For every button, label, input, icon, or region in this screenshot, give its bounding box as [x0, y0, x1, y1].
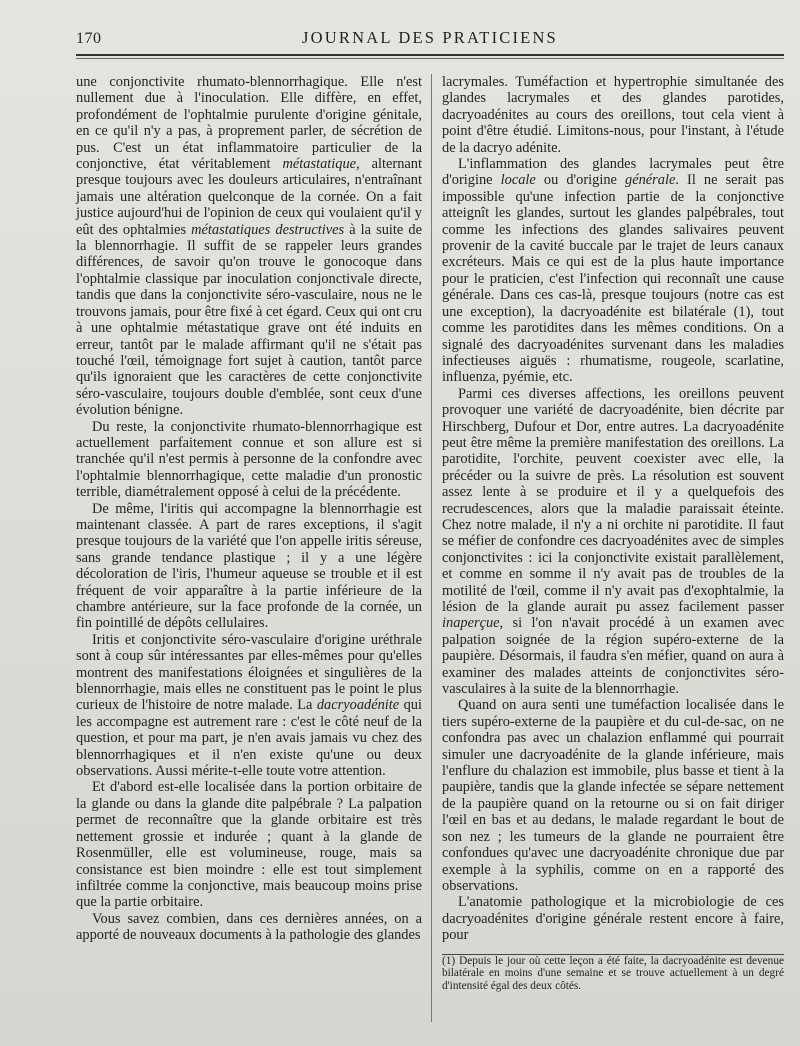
header-rule	[76, 54, 784, 56]
right-paragraph-5: L'anatomie pathologique et la microbiologie de ces dacryoadénites d'origine générale restent encore à faire, pour	[442, 894, 784, 944]
right-column	[442, 74, 784, 992]
header-rule-thin	[76, 58, 784, 59]
emphasis-metastatique: métastatique	[282, 156, 357, 173]
left-paragraph-3: De même, l'iritis qui accompagne la blennorrhagie est maintenant classée. A part de rares exceptions, il s'agit presque toujours de la variété que l'on appelle iritis séreuse, sans grande tendance plastique ; il y a une légère décoloration de l'iris, l'humeur aqueuse se trouble et il est fréquent de voir apparaître à la partie inférieure de la chambre antérieure, sur la face profonde de la cornée, un fin pointillé de dépôts cellulaires.	[76, 500, 422, 632]
right-paragraph-4: Quand on aura senti une tuméfaction localisée dans le tiers supéro-externe de la paupière et du cul-de-sac, on ne confondra pas avec un chalazion enflammé qui pourrait simuler une dacryoadénite de la glande inférieure, mais l'enflure du chalazion est immobile, plus basse et tient à la paupière, tandis que la glande infectée se sépare nettement de la paupière quand on la retourne ou si on fait diriger l'œil en bas et au dedans, le malade regardant le bout de son nez ; les tumeurs de la glande ne pourraient être confondues qu'avec une dacryoadénite chronique due par exemple à la syphilis, comme on en a rapporté des observations.	[442, 697, 784, 894]
right-paragraph-1: lacrymales. Tuméfaction et hypertrophie simultanée des glandes lacrymales et des glandes parotides, dacryoadénites au cours des oreillons, tout cela vient à point d'être étudié. Limitons-nous, pour l'instant, à l'étude de la dacryo adénite.	[442, 74, 784, 156]
running-title: JOURNAL DES PRATICIENS	[302, 28, 558, 47]
right-paragraph-2: L'inflammation des glandes lacrymales peut être d'origine locale ou d'origine générale. Il ne serait pas impossible qu'une infection partie de la conjonctive atteignît les glandes, surtout les glandes palpébrales, tout comme les infections des glandes salivaires peuvent provenir de la cavité buccale par le trajet de leurs canaux excréteurs. Mais ce qui est de la plus haute importance pour le praticien, c'est l'infection qui reconnaît une cause générale. Dans ces cas-là, presque toujours (notre cas est une exception), la dacryoadénite est bilatérale (1), tout comme les parotidites dans les mêmes conditions. On a signalé des dacryoadénites survenant dans les maladies infectieuses aiguës : rhumatisme, rougeole, scarlatine, influenza, pyémie, etc.	[442, 156, 784, 386]
emphasis-generale: générale	[625, 172, 676, 189]
footnote: (1) Depuis le jour où cette leçon a été faite, la dacryoadénite est devenue bilatérale en moins d'une semaine et se trouve actuellement à un degré d'intensité égal des deux côtés.	[442, 954, 784, 992]
left-paragraph-1: une conjonctivite rhumato-blennorrhagique. Elle n'est nullement due à l'inoculation. Elle diffère, en effet, profondément de l'ophtalmie purulente d'origine génitale, en ce qu'il n'y a pas, à proprement parler, de sécrétion de pus. C'est un état inflammatoire particulier de la conjonctive, état véritablement métastatique, alternant presque toujours avec les douleurs articulaires, n'entraînant jamais une altération quelconque de la cornée. On a fait justice aujourd'hui de l'opinion de ceux qui voulaient qu'il y eût des ophtalmies métastatiques destructives à la suite de la blennorrhagie. Il suffit de se rappeler leurs grandes différences, de savoir qu'on trouve le gonocoque dans l'ophtalmie classique par inoculation conjonctivale directe, tandis que dans la conjonctivite séro-vasculaire, nous ne le trouvons jamais, pour être fixé à cet égard. Ceux qui ont cru à une ophtalmie métastatique grave ont été induits en erreur, tantôt par le malade affirmant qu'il ne s'était pas touché l'œil, témoignage fort sujet à caution, tantôt parce qu'ils ignoraient que les caractères de cette conjonctivite séro-vasculaire, toujours double d'emblée, sont ceux d'une évolution bénigne.	[76, 74, 422, 419]
left-paragraph-6: Vous savez combien, dans ces dernières années, on a apporté de nouveaux documents à la pathologie des glandes	[76, 910, 422, 944]
left-column	[76, 74, 422, 944]
right-paragraph-3: Parmi ces diverses affections, les oreillons peuvent provoquer une variété de dacryoadénite, bien décrite par Hirschberg, Dufour et Dor, entre autres. La dacryoadénite peut être même la première manifestation des oreillons. La parotidite, l'orchite, peuvent coexister avec elle, la précéder ou la suivre de près. La résolution est souvent assez lente à se produire et il y a quelquefois des recrudescences, alors que la maladie paraissait éteinte. Chez notre malade, il n'y a ni orchite ni parotidite. Il faut se méfier de confondre ces dacryoadénites avec de simples conjonctivites : ici la conjonctivite existait parallèlement, et comme en somme il n'y avait pas de troubles de la motilité de l'œil, comme il n'y avait pas d'exophtalmie, la lésion de la glande aurait pu assez facilement passer inaperçue, si l'on n'avait procédé à un examen avec palpation soignée de la région supéro-externe de la paupière. Désormais, il faudra s'en méfier, quand on aura à examiner des malades atteints de conjonctivites séro-vasculaires à la suite de la blennorrhagie.	[442, 385, 784, 698]
left-paragraph-2: Du reste, la conjonctivite rhumato-blennorrhagique est actuellement parfaitement connue et son allure est si tranchée qu'il n'est permis à personne de la confondre avec l'ophtalmie blennorrhagique, cette maladie d'un pronostic terrible, diamétralement opposé à celui de la précédente.	[76, 418, 422, 501]
column-divider	[431, 74, 432, 1022]
emphasis-metastatiques-destructives: métastatiques destructives	[191, 221, 345, 238]
left-paragraph-5: Et d'abord est-elle localisée dans la portion orbitaire de la glande ou dans la glande dite palpébrale ? La palpation permet de reconnaître que la glande orbitaire est très nettement grossie et indurée ; quant à la glande de Rosenmüller, elle est volumineuse, rouge, mais sa consistance est bien moindre : elle est tout simplement infiltrée comme la conjonctive, mais beaucoup moins prise que la partie orbitaire.	[76, 779, 422, 911]
emphasis-locale: locale	[500, 172, 536, 189]
emphasis-inapercue: inaperçue	[442, 615, 500, 632]
emphasis-dacryoadenite: dacryoadénite	[316, 697, 400, 714]
page-header	[76, 26, 784, 48]
page-number: 170	[76, 30, 102, 47]
left-paragraph-4: Iritis et conjonctivite séro-vasculaire d'origine uréthrale sont à coup sûr intéressantes par elles-mêmes pour qu'elles montrent des manifestations éloignées et singulières de la blennorrhagie, mais elles ne constituent pas le point le plus curieux de l'histoire de notre malade. La dacryoadénite qui les accompagne est autrement rare : c'est le côté neuf de la question, et pour ma part, je n'en avais jamais vu chez des blennorrhagiques et il n'en existe qu'une ou deux observations. Aussi mérite-t-elle toute votre attention.	[76, 631, 422, 780]
